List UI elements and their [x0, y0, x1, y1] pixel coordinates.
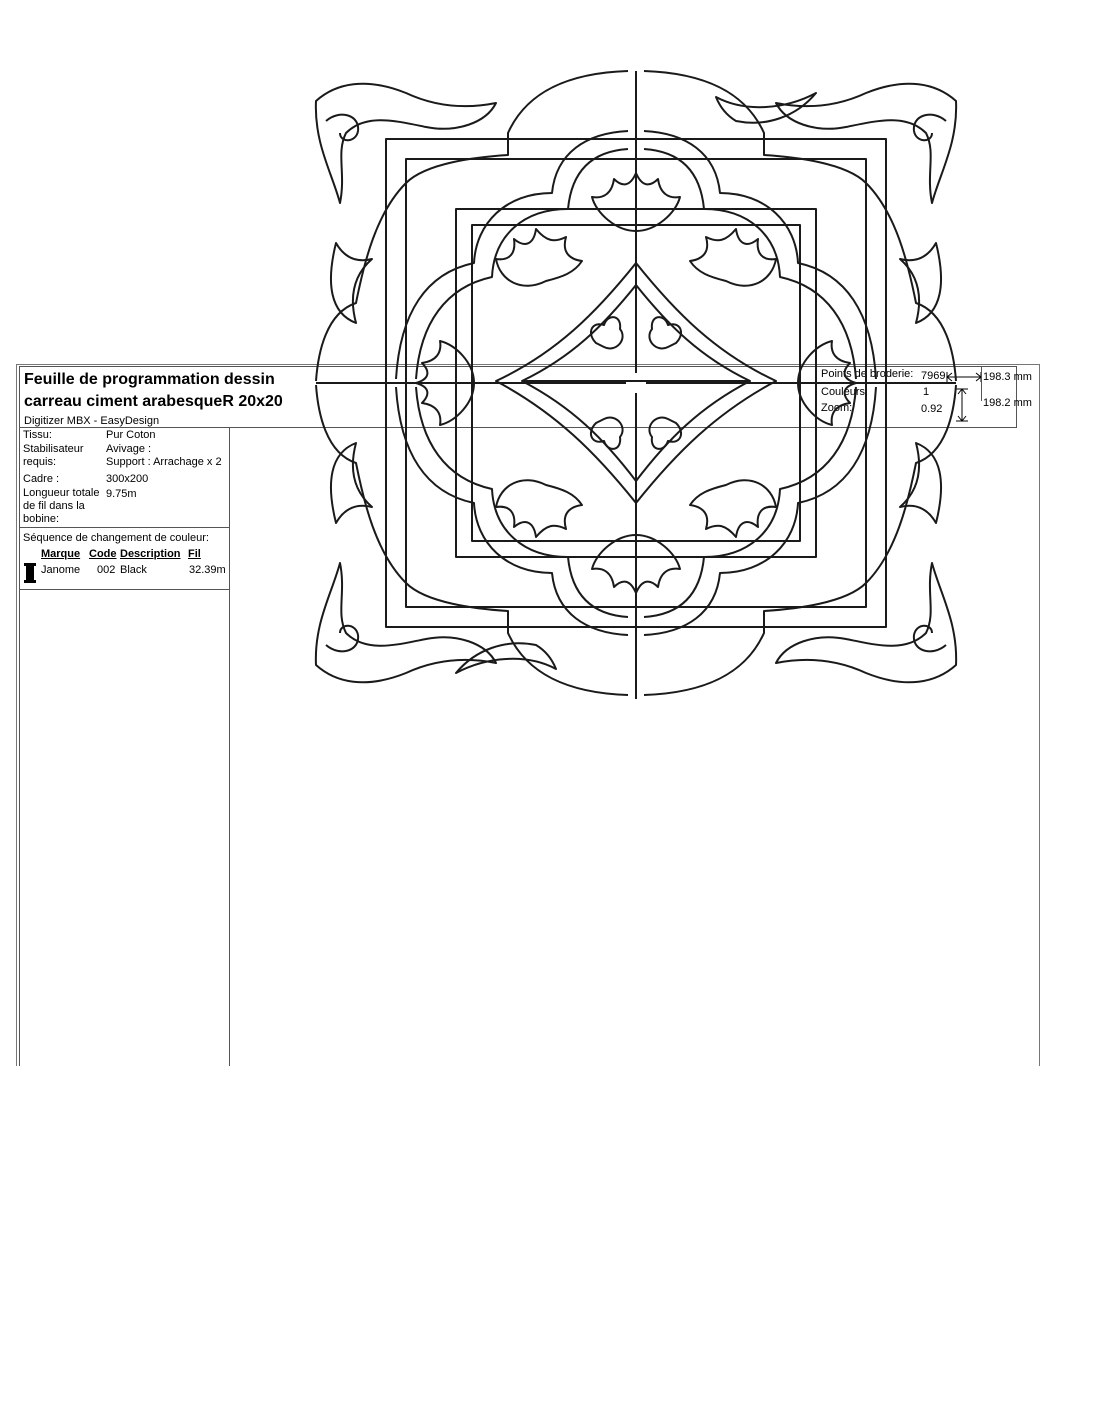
column-description: Description [120, 548, 181, 560]
info-panel [19, 427, 230, 1066]
design-width: 198.3 mm [983, 371, 1032, 383]
color-sequence-title: Séquence de changement de couleur: [23, 532, 209, 544]
stabilizer-value-1: Avivage : [106, 443, 152, 455]
stabilizer-label: Stabilisateur requis: [23, 443, 84, 468]
sequence-divider [20, 589, 229, 590]
colors-value: 1 [923, 386, 930, 398]
frame-value: 300x200 [106, 473, 149, 485]
row-brand: Janome [41, 564, 81, 576]
stitch-count-label: Points de broderie: [821, 368, 914, 380]
column-code: Code [89, 548, 117, 560]
frame-label: Cadre : [23, 473, 60, 485]
row-code: 002 [97, 564, 116, 576]
dimension-divider [981, 367, 982, 401]
stitch-count-value: 7969 [921, 370, 946, 382]
row-description: Black [120, 564, 147, 576]
fabric-value: Pur Coton [106, 429, 156, 441]
thread-spool-icon [23, 562, 37, 584]
stabilizer-value-2: Support : Arrachage x 2 [106, 456, 222, 468]
info-divider [20, 527, 229, 528]
sheet-title: Feuille de programmation dessin [24, 371, 275, 388]
thread-length-label: Longueur totale de fil dans la bobine: [23, 487, 100, 525]
thread-length-value: 9.75m [106, 488, 137, 500]
zoom-label: Zoom: [821, 402, 853, 414]
row-thread-length: 32.39m [189, 564, 226, 576]
embroidery-design [296, 63, 976, 703]
fabric-label: Tissu: [23, 429, 52, 441]
zoom-value: 0.92 [921, 403, 943, 415]
design-name: carreau ciment arabesqueR 20x20 [24, 393, 283, 410]
colors-label: Couleurs: [821, 386, 869, 398]
column-thread: Fil [188, 548, 201, 560]
design-height: 198.2 mm [983, 397, 1032, 409]
column-brand: Marque [41, 548, 81, 560]
software-name: Digitizer MBX - EasyDesign [24, 415, 160, 427]
